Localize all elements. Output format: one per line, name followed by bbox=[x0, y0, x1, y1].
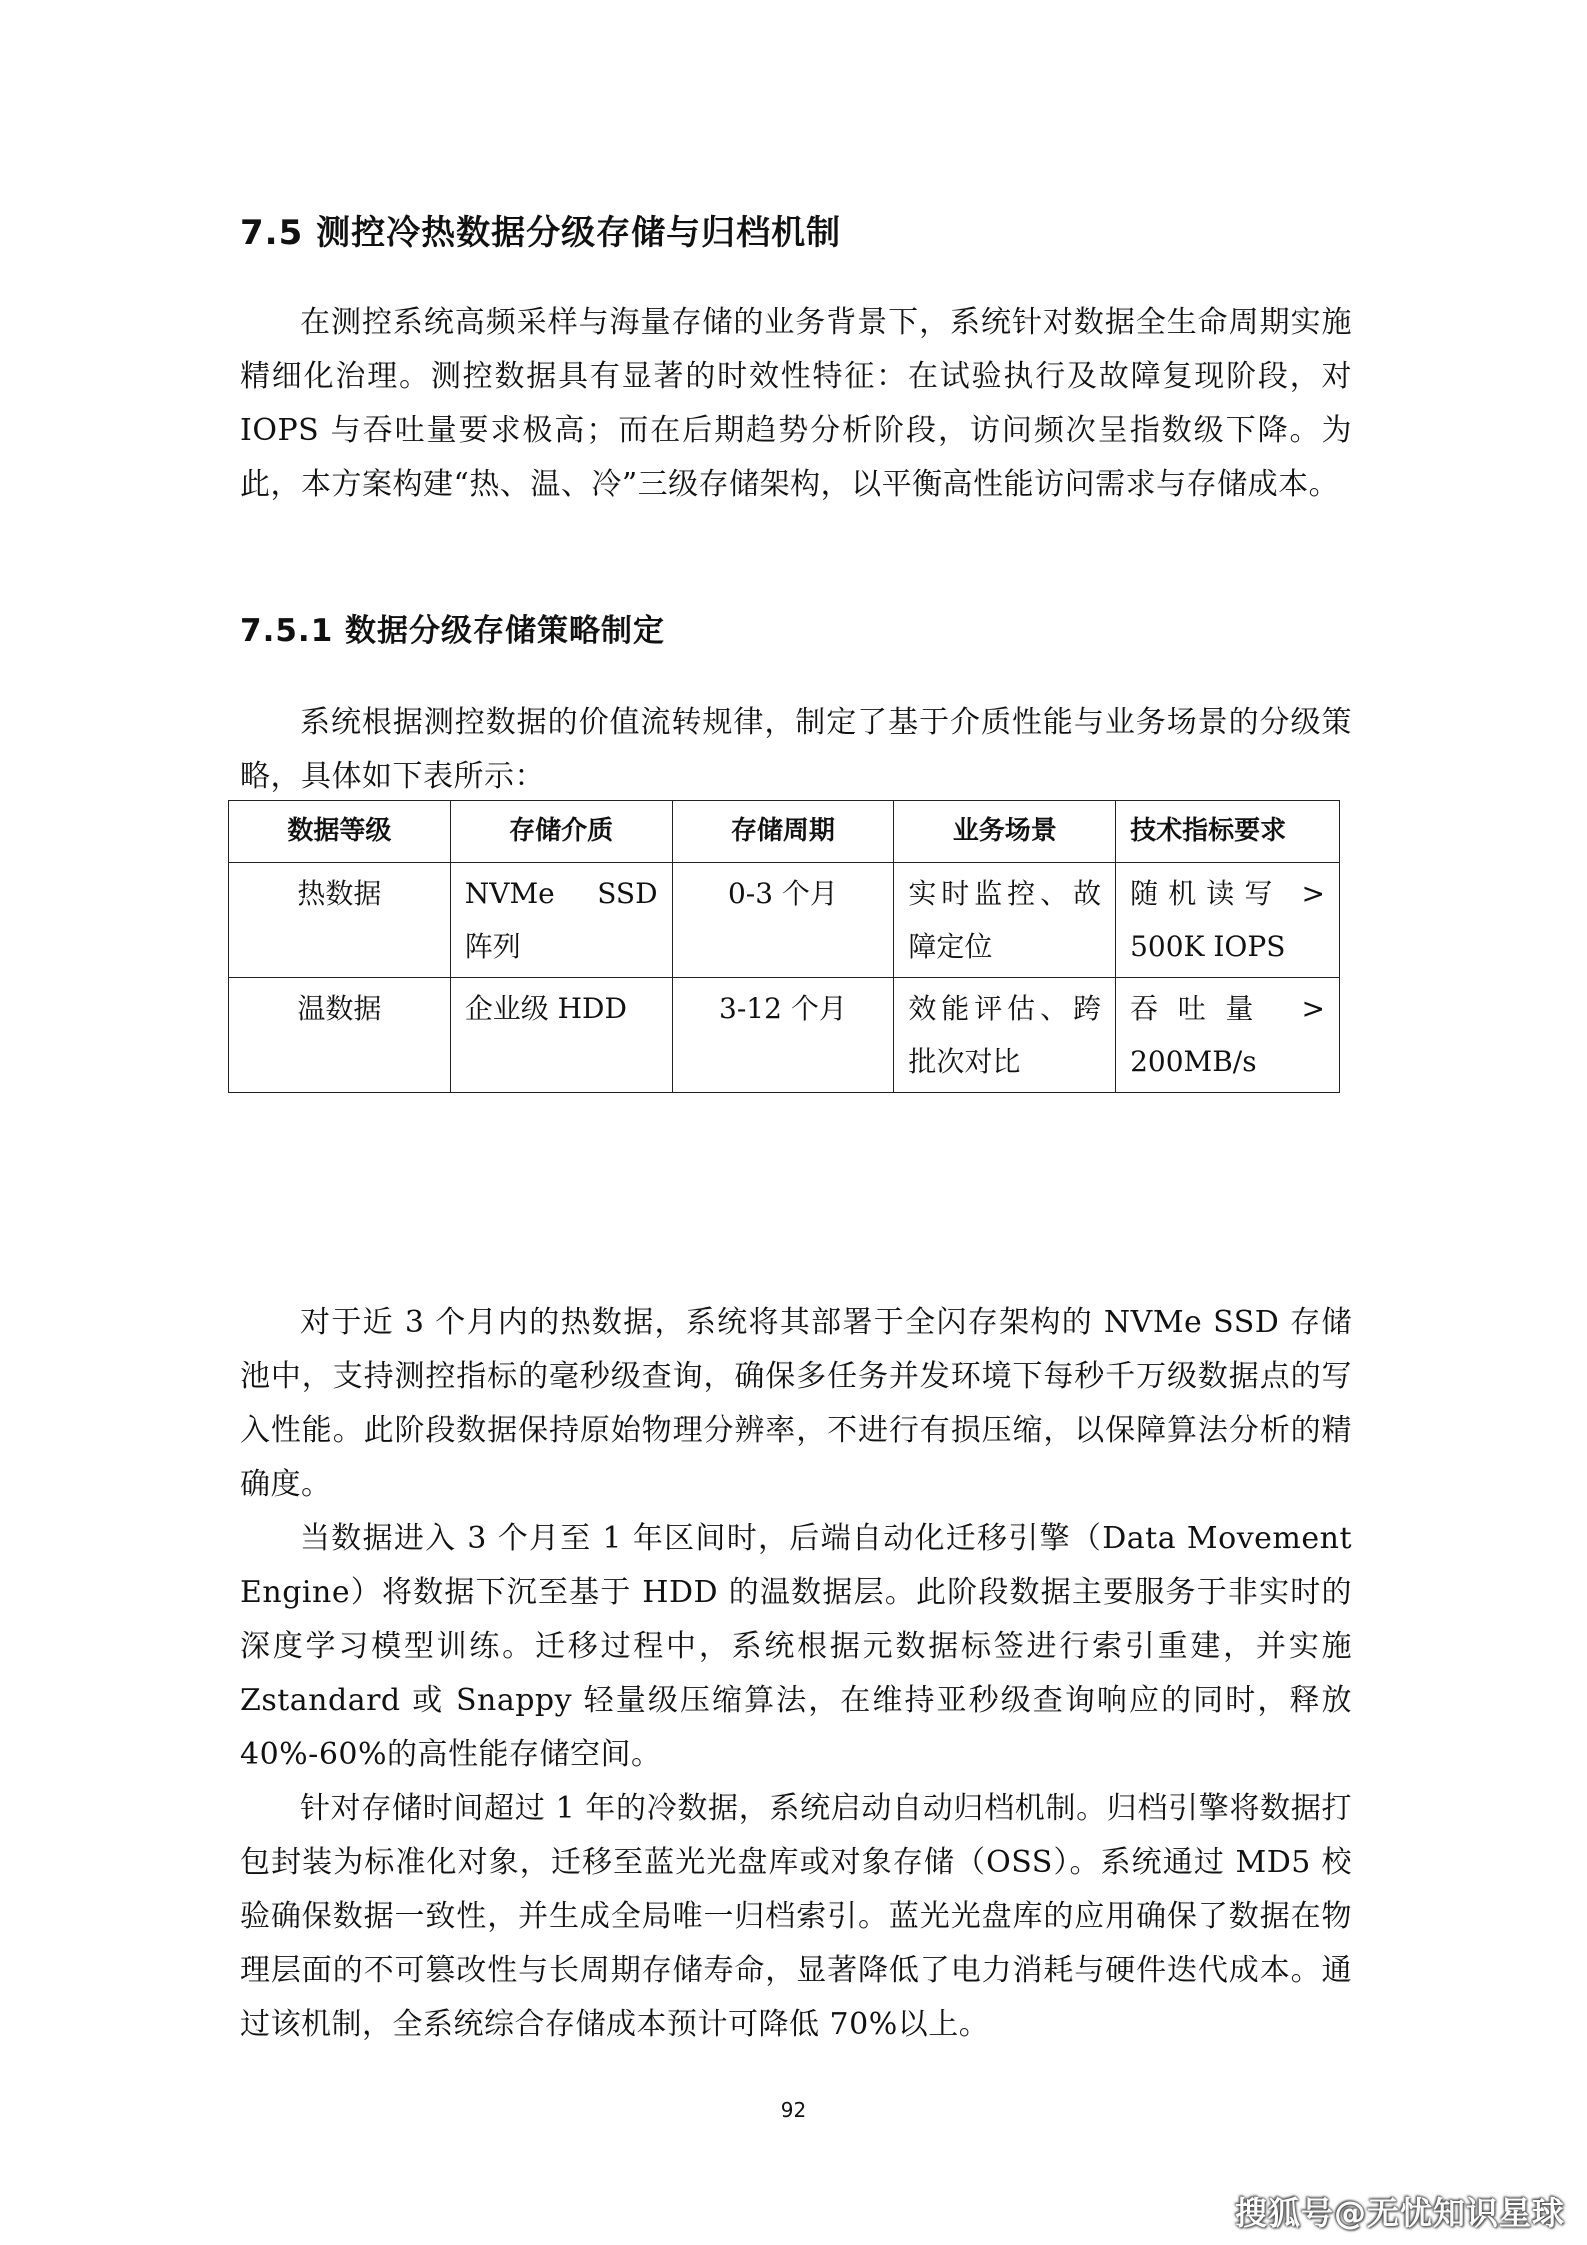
subsection-heading: 7.5.1 数据分级存储策略制定 bbox=[240, 613, 666, 649]
section-heading: 7.5 测控冷热数据分级存储与归档机制 bbox=[240, 213, 842, 253]
cell-storage-medium: 企业级 HDD bbox=[450, 978, 672, 1093]
cell-data-level: 温数据 bbox=[229, 978, 451, 1093]
header-tech-requirement: 技术指标要求 bbox=[1116, 801, 1340, 863]
cell-business-scenario: 效能评估、跨批次对比 bbox=[894, 978, 1116, 1093]
storage-tier-table bbox=[228, 800, 1340, 1093]
header-storage-period: 存储周期 bbox=[672, 801, 894, 863]
watermark-text: 搜狐号@无忧知识星球 bbox=[1234, 2194, 1565, 2232]
cell-storage-period: 3-12 个月 bbox=[672, 978, 894, 1093]
cell-business-scenario: 实时监控、故障定位 bbox=[894, 863, 1116, 978]
cell-data-level: 热数据 bbox=[229, 863, 451, 978]
cell-storage-medium: NVMe SSD 阵列 bbox=[450, 863, 672, 978]
cell-tech-requirement: 吞吐量 > 200MB/s bbox=[1116, 978, 1340, 1093]
table-row bbox=[229, 863, 1340, 978]
header-storage-medium: 存储介质 bbox=[450, 801, 672, 863]
body-paragraph-warm-data: 当数据进入 3 个月至 1 年区间时，后端自动化迁移引擎（Data Movement Engine）将数据下沉至基于 HDD 的温数据层。此阶段数据主要服务于非实时的深度学习模型训练。迁移过程中，系统根据元数据标签进行索引重建，并实施 Zstandard 或 Snappy 轻量级压缩算法，在维持亚秒级查询响应的同时，释放 40%-60%的高性能存储空间。 bbox=[240, 1521, 1352, 1772]
table-row bbox=[229, 978, 1340, 1093]
cell-storage-period: 0-3 个月 bbox=[672, 863, 894, 978]
table-header-row bbox=[229, 801, 1340, 863]
page-number: 92 bbox=[780, 2098, 807, 2122]
cell-tech-requirement: 随机读写 > 500K IOPS bbox=[1116, 863, 1340, 978]
section-intro-paragraph: 在测控系统高频采样与海量存储的业务背景下，系统针对数据全生命周期实施精细化治理。测控数据具有显著的时效性特征：在试验执行及故障复现阶段，对 IOPS 与吞吐量要求极高；而在后期趋势分析阶段，访问频次呈指数级下降。为此，本方案构建“热、温、冷”三级存储架构，以平衡高性能访问需求与存储成本。 bbox=[240, 305, 1352, 502]
header-data-level: 数据等级 bbox=[229, 801, 451, 863]
subsection-intro-paragraph: 系统根据测控数据的价值流转规律，制定了基于介质性能与业务场景的分级策略，具体如下表所示： bbox=[240, 705, 1352, 794]
body-paragraph-hot-data: 对于近 3 个月内的热数据，系统将其部署于全闪存架构的 NVMe SSD 存储池中，支持测控指标的毫秒级查询，确保多任务并发环境下每秒千万级数据点的写入性能。此阶段数据保持原始物理分辨率，不进行有损压缩，以保障算法分析的精确度。 bbox=[240, 1305, 1352, 1502]
body-paragraph-cold-data: 针对存储时间超过 1 年的冷数据，系统启动自动归档机制。归档引擎将数据打包封装为标准化对象，迁移至蓝光光盘库或对象存储（OSS）。系统通过 MD5 校验确保数据一致性，并生成全局唯一归档索引。蓝光光盘库的应用确保了数据在物理层面的不可篡改性与长周期存储寿命，显著降低了电力消耗与硬件迭代成本。通过该机制，全系统综合存储成本预计可降低 70%以上。 bbox=[240, 1791, 1352, 2042]
header-business-scenario: 业务场景 bbox=[894, 801, 1116, 863]
